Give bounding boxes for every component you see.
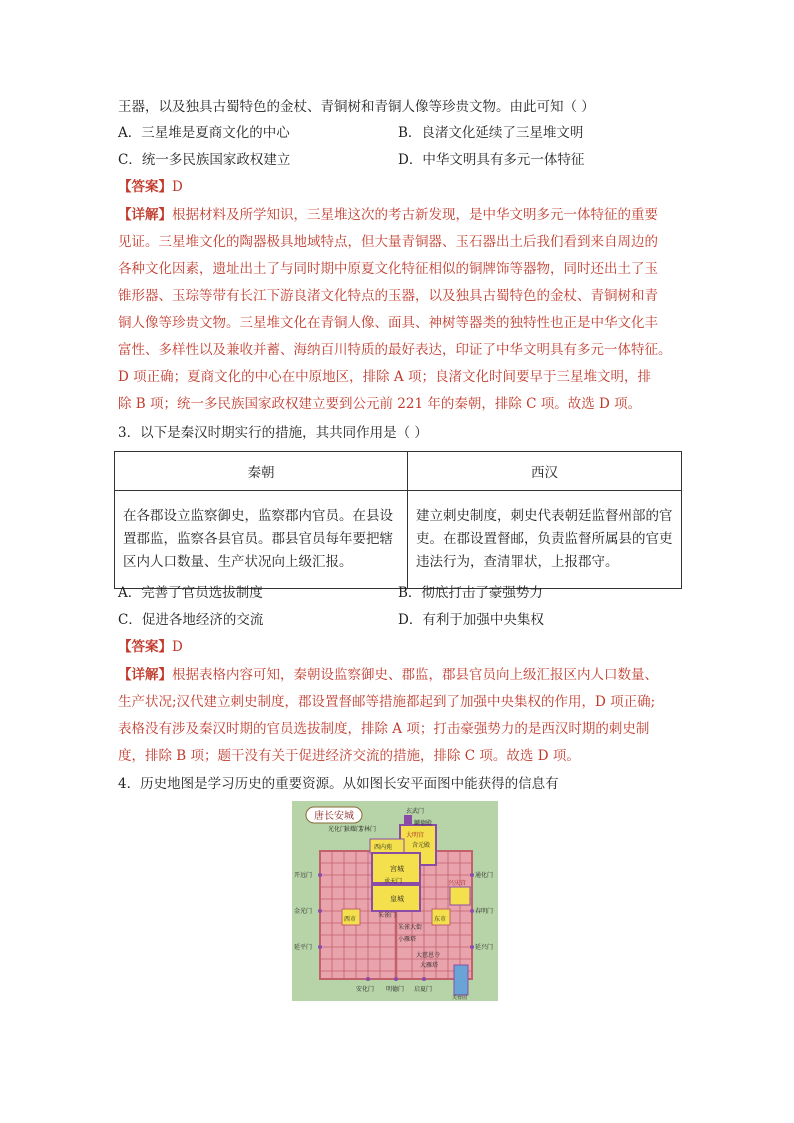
table-cell-xihan	[408, 491, 682, 589]
label-xinei: 西内苑	[374, 844, 393, 851]
q4-stem: 4．历史地图是学习历史的重要资源。从如图长安平面图中能获得的信息有	[118, 776, 559, 792]
q2-detail-line-1	[118, 205, 658, 225]
answer-tag: 【答案】	[118, 179, 172, 195]
label-huangcheng: 皇城	[390, 895, 404, 903]
detail-tag: 【详解】	[118, 667, 172, 683]
q3-option-a: A．完善了官员选拔制度	[118, 585, 263, 601]
q3-detail-line-2: 生产状况;汉代建立刺史制度，郡设置督邮等措施都起到了加强中央集权的作用，D 项正确;	[118, 694, 656, 710]
label-xiaoyan: 小雁塔	[398, 936, 417, 943]
label-jingyao: 景耀门	[344, 826, 363, 833]
label-dacien: 大慈恩寺	[416, 952, 441, 959]
label-furong: 芙蓉园	[452, 995, 468, 1001]
q3-stem: 3．以下是秦汉时期实行的措施，其共同作用是（ ）	[118, 425, 428, 441]
label-guanghua: 光化门	[328, 826, 347, 833]
q3-detail-line-4: 度，排除 B 项；题干没有关于促进经济交流的措施，排除 C 项。故选 D 项。	[118, 748, 580, 764]
q2-option-c: C．统一多民族国家政权建立	[118, 152, 291, 168]
label-xuanwu: 玄武门	[406, 808, 425, 815]
q3-option-c: C．促进各地经济的交流	[118, 612, 264, 628]
label-mingde: 明德门	[386, 986, 405, 993]
label-chengtian: 承天门	[384, 878, 403, 885]
q2-option-b: B．良渚文化延续了三星堆文明	[398, 125, 584, 141]
q2-detail-line-6: 富性、多样性以及兼收并蓄、海纳百川特质的最好表达，印证了中华文明具有多元一体特征。	[118, 342, 672, 358]
q2-option-d: D．中华文明具有多元一体特征	[398, 152, 585, 168]
xuanwu-gate-block	[404, 815, 412, 825]
label-jinguang: 金光门	[294, 908, 313, 915]
label-gongcheng: 宫城	[390, 865, 404, 873]
table-cell-qin	[115, 491, 408, 589]
q3-detail-line-3: 表格没有涉及秦汉时期的官员选拔制度，排除 A 项；打击豪强势力的是西汉时期的刺史制	[118, 721, 650, 737]
label-dayan: 大雁塔	[420, 962, 439, 969]
label-zhuque: 朱雀门	[378, 912, 397, 919]
furong-garden-block	[454, 965, 468, 995]
label-xingqing: 兴庆宫	[448, 880, 467, 887]
q3-detail-line-1	[118, 665, 658, 685]
changan-city-map	[292, 801, 498, 1001]
qin-line-1: 在各郡设立监察御史，监察郡内官员。在县设	[123, 508, 393, 524]
label-dongshi: 东市	[434, 916, 447, 923]
table-header-qin: 秦朝	[115, 452, 408, 491]
answer-tag: 【答案】	[118, 639, 172, 655]
q2-detail-line-8: 除 B 项；统一多民族国家政权建立要到公元前 221 年的秦朝，排除 C 项。故选 D 项。	[118, 396, 642, 412]
label-fanglin: 芳林门	[358, 826, 377, 833]
label-daming: 大明宫	[406, 832, 425, 839]
q2-stem-tail: 王器，以及独具古蜀特色的金杖、青铜树和青铜人像等珍贵文物。由此可知（ ）	[118, 99, 595, 115]
q2-detail-line-4: 锥形器、玉琮等带有长江下游良渚文化特点的玉器，以及独具古蜀特色的金杖、青铜树和青	[118, 288, 658, 304]
label-qixia: 启夏门	[414, 986, 433, 993]
xihan-line-1: 建立刺史制度，刺史代表朝廷监督州部的官	[416, 508, 673, 524]
detail-tag: 【详解】	[118, 207, 172, 223]
label-zhuque-street: 朱雀大街	[398, 924, 423, 931]
label-tonghua: 通化门	[475, 872, 494, 879]
label-yanxing: 延兴门	[475, 944, 494, 951]
label-chunming: 春明门	[475, 908, 494, 915]
xingqing-palace-block	[450, 887, 470, 905]
q3-comparison-table	[114, 451, 682, 589]
q2-answer-line	[118, 177, 183, 197]
q2-detail-line-3: 各种文化因素，遗址出土了与同时期中原夏文化特征相似的铜牌饰等器物，同时还出土了玉	[118, 261, 658, 277]
map-title: 唐长安城	[314, 811, 354, 822]
q3-detail-text-1: 根据表格内容可知，秦朝设监察御史、郡监，郡县官员向上级汇报区内人口数量、	[172, 667, 658, 683]
label-xishi: 西市	[344, 916, 357, 923]
label-kaiyuan: 开远门	[294, 872, 313, 879]
label-hanyuan: 含元殿	[412, 842, 431, 849]
xihan-line-3: 违法行为，查清罪状，上报郡守。	[416, 554, 619, 570]
qin-line-2: 置郡监，监察各县官员。郡县官员每年要把辖	[123, 531, 393, 547]
q2-answer: D	[172, 179, 183, 195]
q2-detail-line-2: 见证。三星堆文化的陶器极具地域特点，但大量青铜器、玉石器出土后我们看到来自周边的	[118, 234, 658, 250]
q3-answer-line	[118, 637, 183, 657]
q3-answer: D	[172, 639, 183, 655]
q3-option-d: D．有利于加强中央集权	[398, 612, 544, 628]
q2-option-a: A．三星堆是夏商文化的中心	[118, 125, 290, 141]
label-linde: 麟德殿	[414, 820, 433, 827]
table-header-xihan: 西汉	[408, 452, 682, 491]
xihan-line-2: 吏。在郡设置督邮，负责监督所属县的官吏	[416, 531, 673, 547]
q2-detail-line-7: D 项正确；夏商文化的中心在中原地区，排除 A 项；良渚文化时间要早于三星堆文明，排	[118, 369, 651, 385]
q2-detail-text-1: 根据材料及所学知识，三星堆这次的考古新发现，是中华文明多元一体特征的重要	[172, 207, 658, 223]
qin-line-3: 区内人口数量、生产状况向上级汇报。	[123, 554, 353, 570]
q3-option-b: B．彻底打击了豪强势力	[398, 585, 543, 601]
label-yanping: 延平门	[294, 944, 313, 951]
q2-detail-line-5: 铜人像等珍贵文物。三星堆文化在青铜人像、面具、神树等器类的独特性也正是中华文化丰	[118, 315, 658, 331]
label-anhua: 安化门	[356, 986, 375, 993]
